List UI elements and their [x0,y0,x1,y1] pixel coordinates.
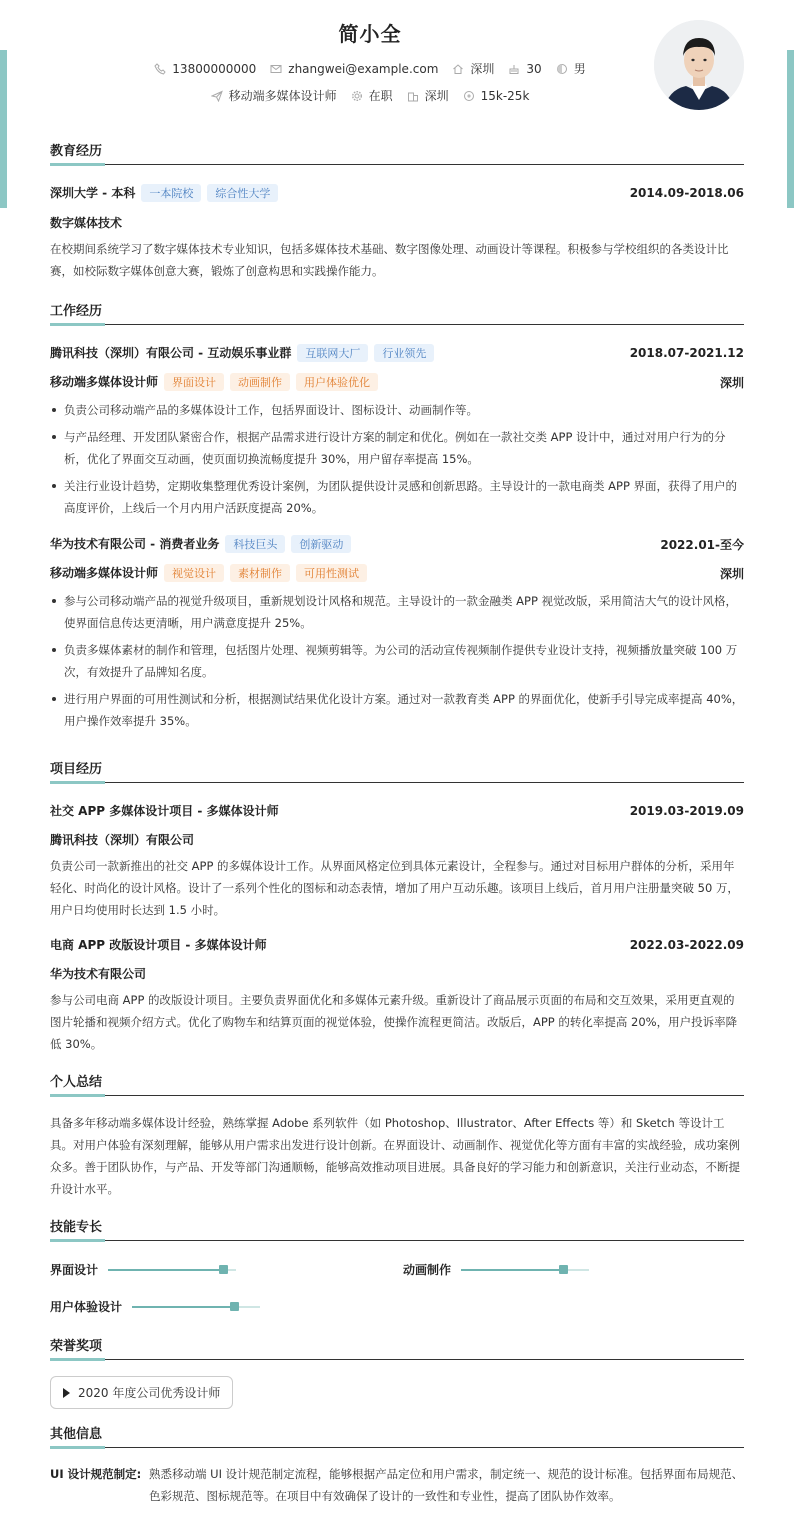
work-role-row [50,373,744,391]
resume-header [50,0,744,126]
role-tag: 可用性测试 [296,564,367,582]
status-text: 在职 [368,89,393,103]
avatar [654,20,744,110]
award-label: 2020 年度公司优秀设计师 [78,1386,221,1400]
work-title: 工作经历 [50,300,744,325]
phone-text: 13800000000 [172,61,257,76]
education-title: 教育经历 [50,140,744,165]
phone-icon [154,63,166,75]
skill-bar [132,1306,260,1308]
other-section [50,1423,744,1507]
skill-knob [559,1265,568,1274]
mail-icon [270,63,282,75]
company-tag: 科技巨头 [225,535,285,553]
work-bullets [50,590,744,732]
skills-row [50,1261,744,1278]
gender-icon [556,63,568,75]
city-info [452,60,494,77]
work-role-line [50,564,367,582]
awards-list [50,1376,744,1409]
projects-title: 项目经历 [50,758,744,783]
resume-page [50,0,744,1507]
skill-item [50,1261,403,1278]
skills-row [50,1298,744,1315]
education-header-row [50,184,744,202]
summary-section [50,1071,744,1200]
skill-item [403,1261,589,1278]
projects-section [50,758,744,1055]
skills-title: 技能专长 [50,1216,744,1241]
education-section [50,140,744,282]
work-company-row [50,344,744,362]
skill-knob [230,1302,239,1311]
skill-bar [108,1269,236,1271]
awards-section [50,1335,744,1409]
contact-row [50,60,690,77]
project-period: 2019.03-2019.09 [629,803,744,818]
salary-info [463,89,530,103]
awards-title: 荣誉奖项 [50,1335,744,1360]
company-tag: 行业领先 [374,344,434,362]
role-tag: 素材制作 [230,564,290,582]
skill-label: 用户体验设计 [50,1300,123,1314]
work-company-line [50,344,434,362]
work-entry [50,535,744,732]
left-accent-bar [0,50,7,208]
award-item[interactable] [50,1376,233,1409]
age-info [508,62,541,76]
education-period: 2014.09-2018.06 [629,186,744,200]
project-company: 腾讯科技（深圳）有限公司 [50,833,195,847]
job-intent-row [50,87,690,104]
project-entry [50,936,744,1055]
portrait-image [654,20,744,110]
other-label: UI 设计规范制定: [50,1467,142,1481]
home-icon [452,63,464,75]
work-entry [50,344,744,519]
work-period: 2022.01-至今 [660,537,744,552]
skill-fill [132,1306,234,1308]
skill-fill [108,1269,223,1271]
other-text: 熟悉移动端 UI 设计规范制定流程，能够根据产品定位和用户需求，制定统一、规范的设计标准。包括界面布局规范、色彩规范、图标规范等。在项目中有效确保了设计的一致性和专业性，提高了团队协作效率。 [149,1467,744,1503]
summary-title: 个人总结 [50,1071,744,1096]
project-entry [50,802,744,921]
project-header-row [50,936,744,953]
role-name: 移动端多媒体设计师 [50,566,159,580]
project-description: 参与公司电商 APP 的改版设计项目。主要负责界面优化和多媒体元素升级。重新设计了商品展示页面的布局和交互效果，采用更直观的图片轮播和视频介绍方式。优化了购物车和结算页面的视觉体验，使操作流程更简洁。改版后，APP 的转化率提高 20%，用户投诉率降低 30%。 [50,993,738,1051]
role-tag: 界面设计 [164,373,224,391]
skill-label: 动画制作 [403,1263,452,1277]
work-role-line [50,373,378,391]
skill-fill [461,1269,563,1271]
work-bullet: 与产品经理、开发团队紧密合作，根据产品需求进行设计方案的制定和优化。例如在一款社交类 APP 设计中，通过对用户行为的分析，优化了界面交互动画，使页面切换流畅度提升 30%，用户留存率提高 15%。 [50,426,744,470]
cake-icon [508,63,520,75]
role-tag: 用户体验优化 [296,373,378,391]
right-accent-bar [787,50,794,208]
school-tag: 一本院校 [141,184,201,202]
company-tag: 互联网大厂 [297,344,368,362]
gender-info [556,60,586,77]
job-title-text: 移动端多媒体设计师 [228,89,337,103]
work-company-line [50,535,351,553]
school-name: 深圳大学 - 本科 [50,186,136,200]
role-tag: 视觉设计 [164,564,224,582]
gear-icon [351,90,363,102]
work-bullets [50,399,744,519]
gender-text: 男 [573,62,586,76]
work-location: 深圳 [719,375,744,390]
education-major: 数字媒体技术 [50,216,123,230]
education-school-line [50,184,278,202]
skill-knob [219,1265,228,1274]
work-location: 深圳 [719,566,744,581]
work-bullet: 负责多媒体素材的制作和管理，包括图片处理、视频剪辑等。为公司的活动宣传视频制作提供专业设计支持，视频播放量突破 100 万次，有效提升了品牌知名度。 [50,639,744,683]
project-name: 社交 APP 多媒体设计项目 - 多媒体设计师 [50,804,279,818]
school-tag: 综合性大学 [207,184,278,202]
expand-triangle-icon [63,1388,70,1398]
work-bullet: 关注行业设计趋势，定期收集整理优秀设计案例，为团队提供设计灵感和创新思路。主导设计的一款电商类 APP 界面，获得了用户的高度评价，上线后一个月内用户活跃度提高 20%。 [50,475,744,519]
work-company-row [50,535,744,553]
status-info [351,87,393,104]
skills-section [50,1216,744,1315]
project-description: 负责公司一款新推出的社交 APP 的多媒体设计工作。从界面风格定位到具体元素设计，全程参与。通过对目标用户群体的分析，采用年轻化、时尚化的设计风格。设计了一系列个性化的图标和动态表情，增加了用户互动乐趣。该项目上线后，首月用户注册量突破 50 万，用户日均使用时长达到 1.5 小时。 [50,859,739,917]
skill-bar [461,1269,589,1271]
other-title: 其他信息 [50,1423,744,1448]
target-city-info [407,87,449,104]
company-name: 华为技术有限公司 - 消费者业务 [50,537,220,551]
work-period: 2018.07-2021.12 [629,346,744,360]
project-period: 2022.03-2022.09 [629,937,744,952]
work-bullet: 进行用户界面的可用性测试和分析，根据测试结果优化设计方案。通过对一款教育类 APP 的界面优化，使新手引导完成率提高 40%，用户操作效率提升 35%。 [50,688,744,732]
candidate-name: 简小全 [338,22,402,46]
send-icon [211,90,223,102]
job-title-info [211,87,337,104]
project-name: 电商 APP 改版设计项目 - 多媒体设计师 [50,938,267,952]
summary-text: 具备多年移动端多媒体设计经验，熟练掌握 Adobe 系列软件（如 Photoshop、Illustrator、After Effects 等）和 Sketch 等设计工具。对用户体验有深刻理解，能够从用户需求出发进行设计创新。在界面设计、动画制作、视觉优化等方面有丰富的实战经验，成功案例众多。善于团队协作，与产品、开发等部门沟通顺畅，能够高效推动项目进展。具备良好的学习能力和创新意识，关注行业动态，不断提升设计水平。 [50,1116,740,1196]
work-bullet: 参与公司移动端产品的视觉升级项目，重新规划设计风格和规范。主导设计的一款金融类 APP 视觉改版，采用简洁大气的设计风格，使界面信息传达更清晰，用户满意度提升 25%。 [50,590,744,634]
building-icon [407,90,419,102]
work-section [50,300,744,732]
skill-label: 界面设计 [50,1263,99,1277]
company-tag: 创新驱动 [291,535,351,553]
other-entry [50,1463,744,1507]
salary-text: 15k-25k [480,88,530,103]
skill-item [50,1298,260,1315]
project-header-row [50,802,744,819]
education-description: 在校期间系统学习了数字媒体技术专业知识，包括多媒体技术基础、数字图像处理、动画设计等课程。积极参与学校组织的各类设计比赛，如校际数字媒体创意大赛，锻炼了创意构思和实践操作能力。 [50,242,729,278]
project-company: 华为技术有限公司 [50,967,147,981]
phone-info [154,62,256,76]
coin-icon [463,90,475,102]
company-name: 腾讯科技（深圳）有限公司 - 互动娱乐事业群 [50,346,292,360]
role-name: 移动端多媒体设计师 [50,375,159,389]
city-text: 深圳 [470,62,495,76]
work-role-row [50,564,744,582]
email-text: zhangwei@example.com [288,61,439,76]
role-tag: 动画制作 [230,373,290,391]
target-city-text: 深圳 [424,89,449,103]
email-info [270,62,438,76]
work-bullet: 负责公司移动端产品的多媒体设计工作，包括界面设计、图标设计、动画制作等。 [50,399,744,421]
age-text: 30 [526,61,542,76]
